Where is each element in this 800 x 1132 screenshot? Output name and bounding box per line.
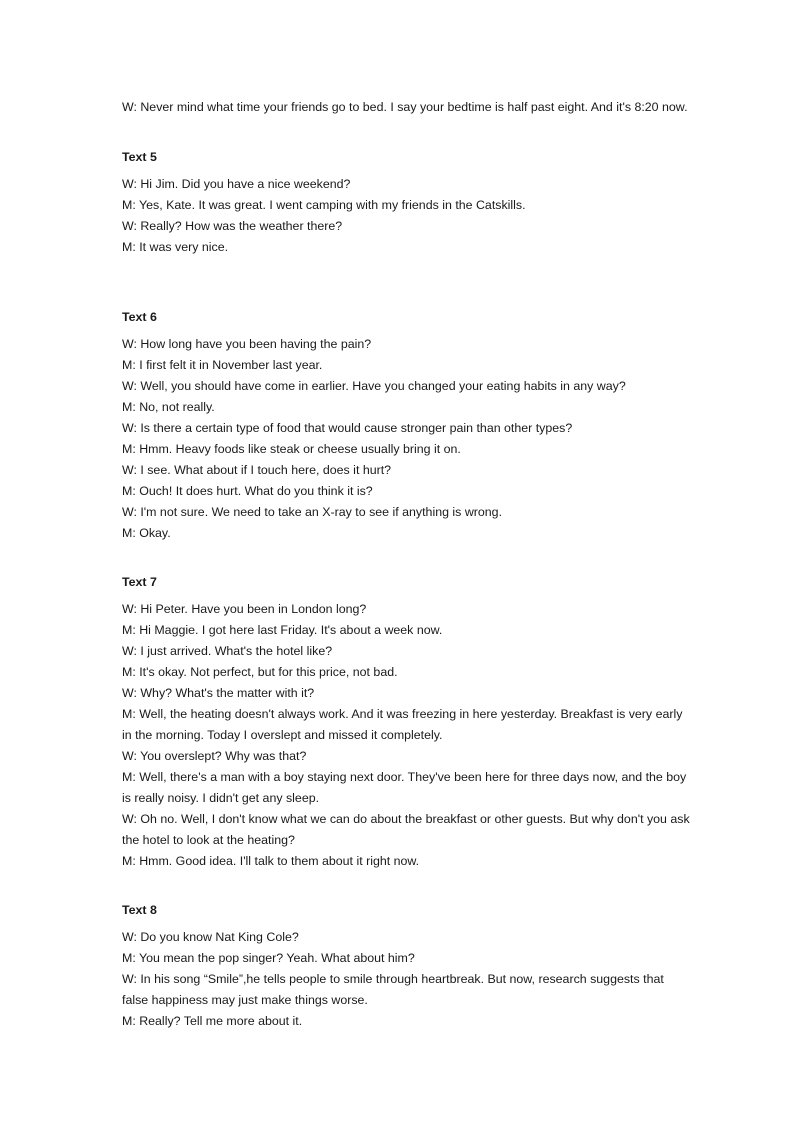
dialogue-line: M: It's okay. Not perfect, but for this price, not bad. (122, 665, 398, 679)
dialogue-line: W: I see. What about if I touch here, does it hurt? (122, 463, 392, 477)
section-heading: Text 5 (122, 150, 157, 164)
dialogue-line: M: I first felt it in November last year. (122, 358, 323, 372)
dialogue-line: W: Really? How was the weather there? (122, 219, 343, 233)
dialogue-line: M: Hmm. Heavy foods like steak or cheese usually bring it on. (122, 442, 461, 456)
dialogue-line: M: It was very nice. (122, 240, 229, 254)
dialogue-line: M: You mean the pop singer? Yeah. What about him? (122, 951, 415, 965)
dialogue-line: W: You overslept? Why was that? (122, 749, 307, 763)
dialogue-line: is really noisy. I didn't get any sleep. (122, 791, 320, 805)
dialogue-line: W: Hi Peter. Have you been in London long? (122, 602, 367, 616)
dialogue-line: W: Why? What's the matter with it? (122, 686, 315, 700)
dialogue-line: in the morning. Today I overslept and missed it completely. (122, 728, 443, 742)
dialogue-line: W: I just arrived. What's the hotel like? (122, 644, 333, 658)
dialogue-line: the hotel to look at the heating? (122, 833, 295, 847)
dialogue-line: W: How long have you been having the pain? (122, 337, 372, 351)
intro-line: W: Never mind what time your friends go to bed. I say your bedtime is half past eight. And it's 8:20 now. (122, 100, 688, 114)
dialogue-line: W: Well, you should have come in earlier. Have you changed your eating habits in any way? (122, 379, 626, 393)
dialogue-line: W: I'm not sure. We need to take an X-ray to see if anything is wrong. (122, 505, 503, 519)
dialogue-line: W: Hi Jim. Did you have a nice weekend? (122, 177, 351, 191)
dialogue-line: M: Really? Tell me more about it. (122, 1014, 303, 1028)
dialogue-line: W: Is there a certain type of food that would cause stronger pain than other types? (122, 421, 573, 435)
dialogue-line: M: Ouch! It does hurt. What do you think it is? (122, 484, 373, 498)
dialogue-line: M: Okay. (122, 526, 171, 540)
dialogue-line: M: No, not really. (122, 400, 215, 414)
section-heading: Text 8 (122, 903, 157, 917)
dialogue-line: false happiness may just make things worse. (122, 993, 368, 1007)
dialogue-line: W: Do you know Nat King Cole? (122, 930, 299, 944)
section-heading: Text 6 (122, 310, 157, 324)
dialogue-line: M: Well, the heating doesn't always work. And it was freezing in here yesterday. Breakfast is very early (122, 707, 683, 721)
dialogue-line: M: Yes, Kate. It was great. I went camping with my friends in the Catskills. (122, 198, 526, 212)
dialogue-line: W: In his song “Smile”,he tells people to smile through heartbreak. But now, research suggests that (122, 972, 664, 986)
dialogue-line: M: Well, there's a man with a boy staying next door. They've been here for three days now, and the boy (122, 770, 687, 784)
dialogue-line: M: Hi Maggie. I got here last Friday. It's about a week now. (122, 623, 443, 637)
dialogue-line: M: Hmm. Good idea. I'll talk to them about it right now. (122, 854, 420, 868)
section-heading: Text 7 (122, 575, 157, 589)
dialogue-line: W: Oh no. Well, I don't know what we can do about the breakfast or other guests. But why don't you ask (122, 812, 690, 826)
